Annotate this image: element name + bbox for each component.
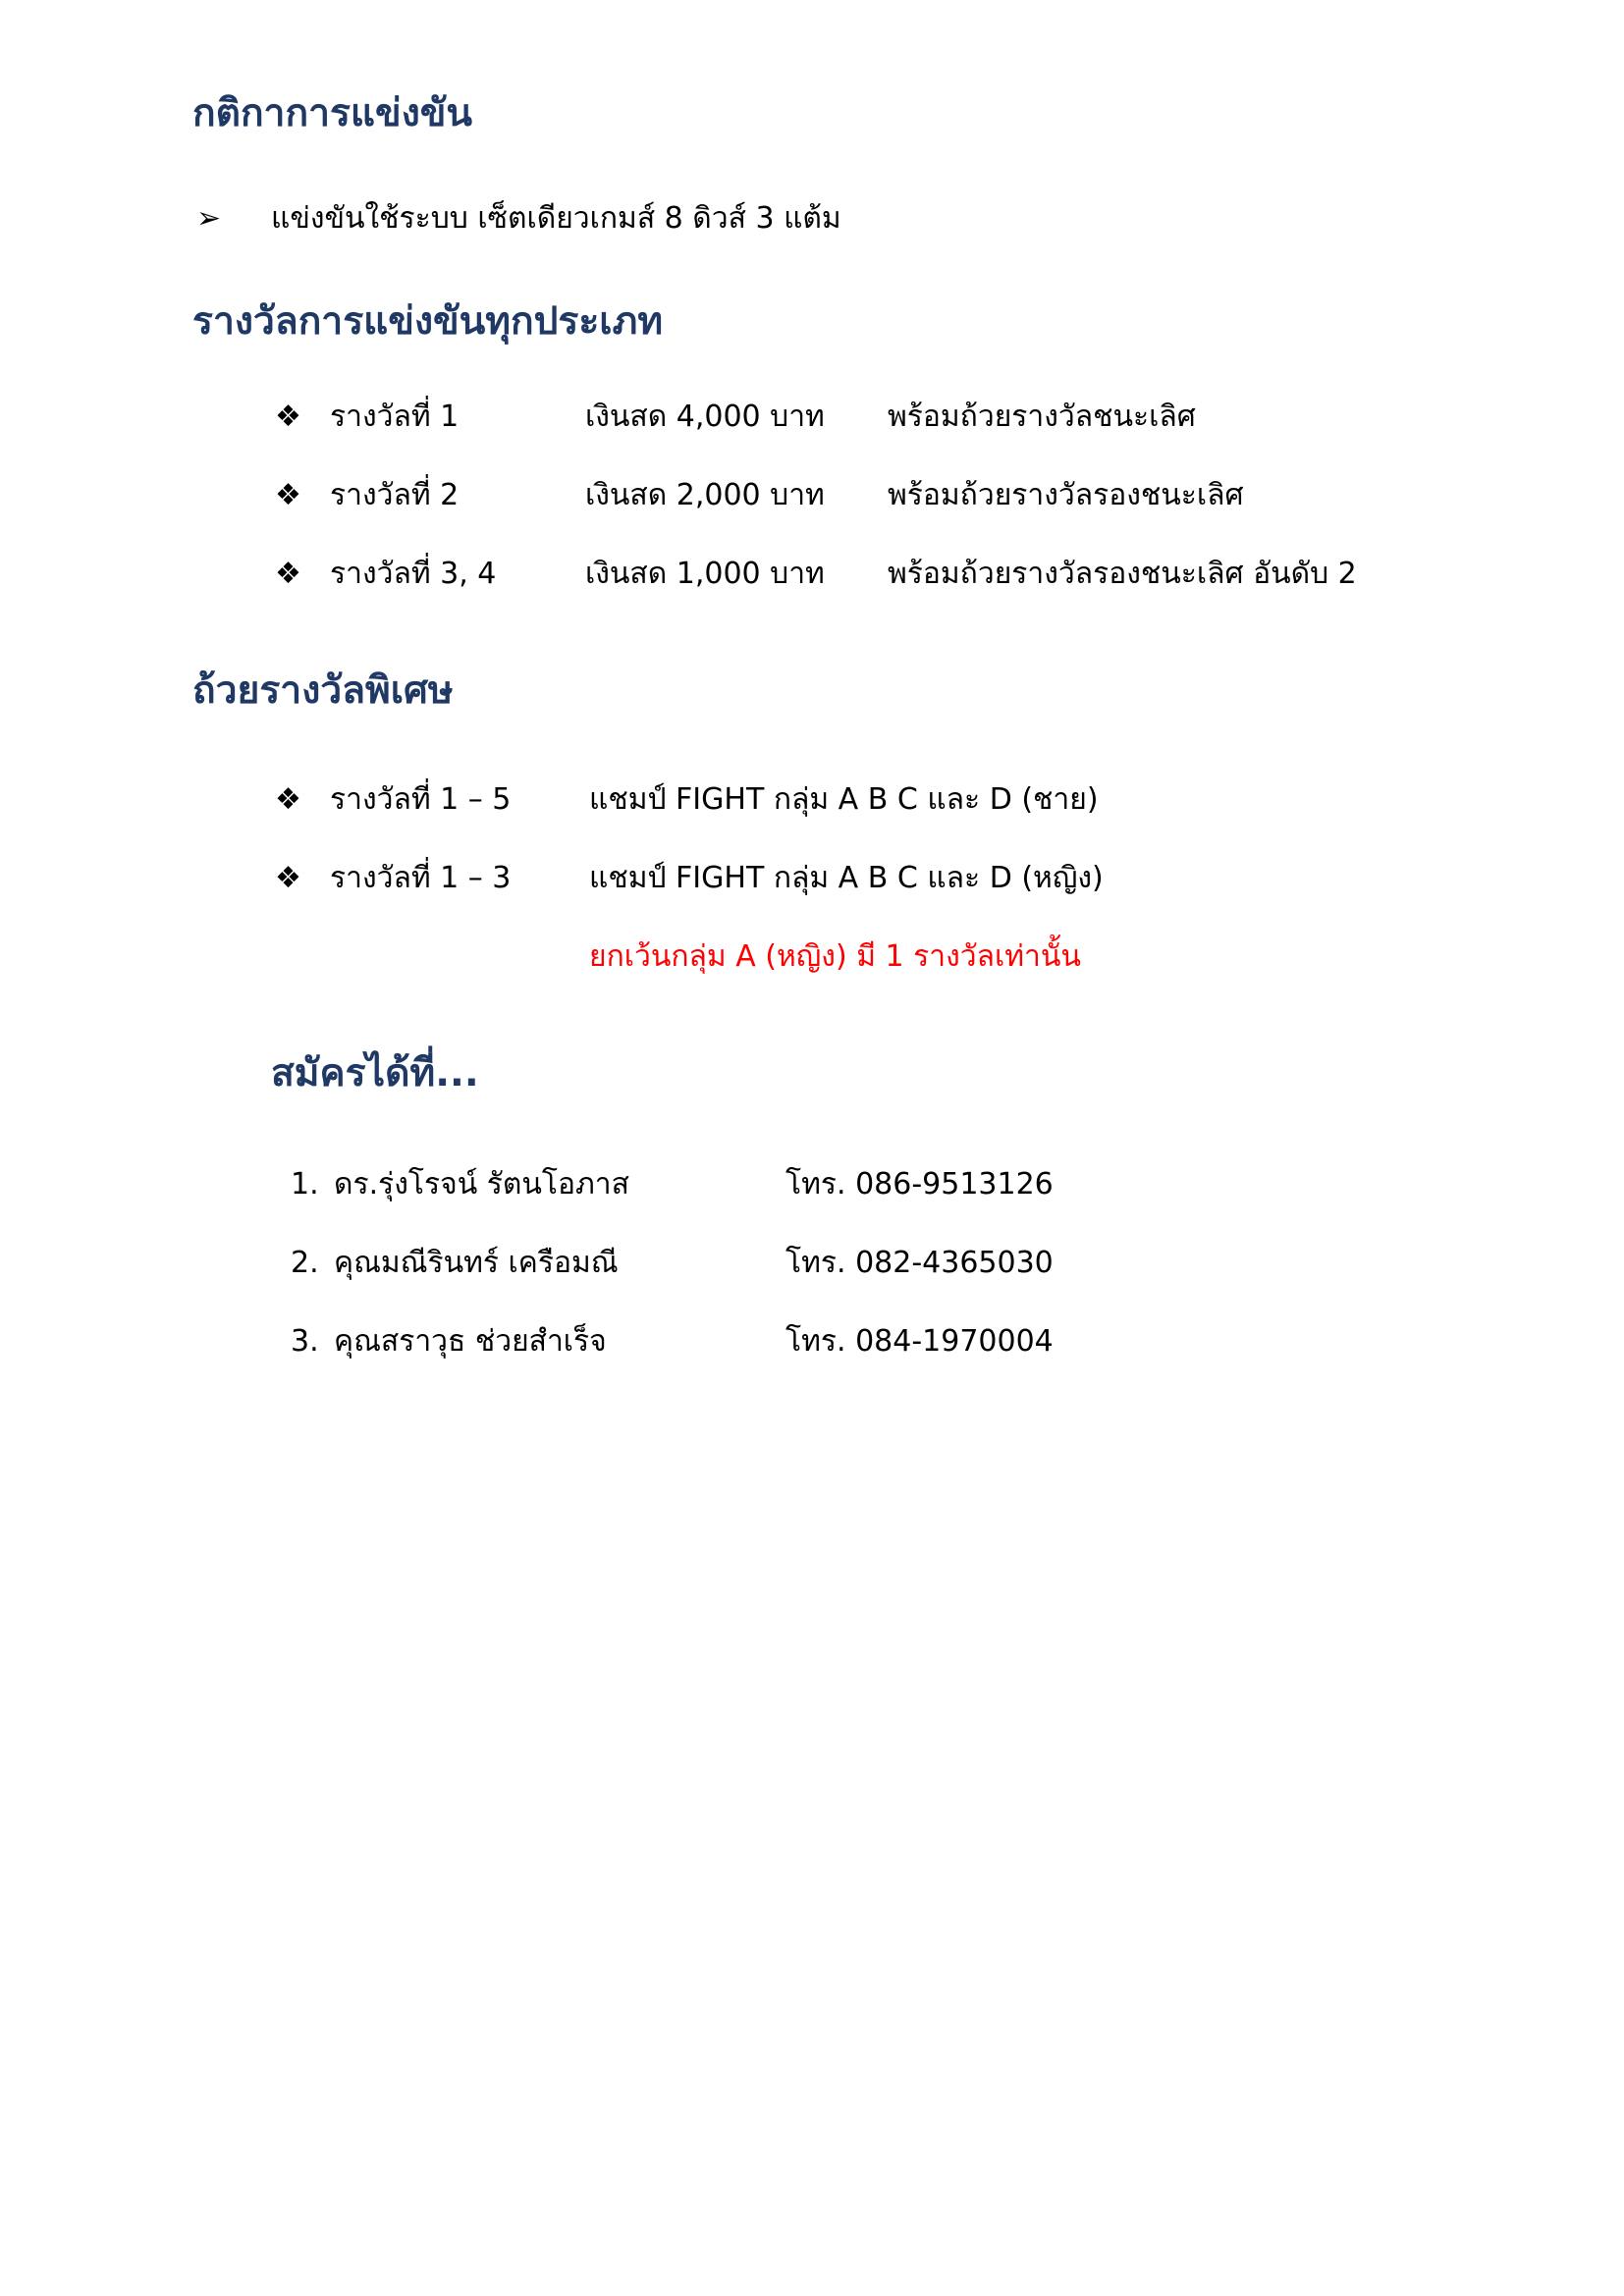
prize-trophy: พร้อมถ้วยรางวัลรองชนะเลิศ อันดับ 2 (888, 557, 1357, 591)
special-note: ยกเว้นกลุ่ม A (หญิง) มี 1 รางวัลเท่านั้น (589, 939, 1081, 974)
contact-name: คุณมณีรินทร์ เครือมณี (334, 1246, 619, 1280)
prize-trophy: พร้อมถ้วยรางวัลรองชนะเลิศ (888, 478, 1244, 512)
rules-text: แข่งขันใช้ระบบ เซ็ตเดียวเกมส์ 8 ดิวส์ 3 แต้ม (271, 201, 841, 236)
prize-trophy: พร้อมถ้วยรางวัลชนะเลิศ (888, 400, 1196, 434)
arrow-bullet-icon: ➢ (196, 201, 222, 236)
contact-phone: โทร. 082-4365030 (785, 1246, 1054, 1280)
special-heading: ถ้วยรางวัลพิเศษ (192, 668, 454, 713)
diamond-bullet-icon: ❖ (275, 478, 301, 512)
prize-cash: เงินสด 2,000 บาท (585, 478, 825, 512)
prizes-heading: รางวัลการแข่งขันทุกประเภท (192, 299, 664, 344)
contact-phone: โทร. 084-1970004 (785, 1324, 1054, 1359)
contact-number: 1. (291, 1167, 319, 1201)
special-detail: แชมป์ FIGHT กลุ่ม A B C และ D (ชาย) (589, 782, 1099, 817)
prize-cash: เงินสด 4,000 บาท (585, 400, 825, 434)
diamond-bullet-icon: ❖ (275, 557, 301, 591)
register-heading: สมัครได้ที่... (271, 1051, 479, 1095)
contact-name: คุณสราวุธ ช่วยสำเร็จ (334, 1324, 607, 1359)
special-detail: แชมป์ FIGHT กลุ่ม A B C และ D (หญิง) (589, 861, 1104, 895)
prize-cash: เงินสด 1,000 บาท (585, 557, 825, 591)
special-label: รางวัลที่ 1 – 3 (330, 861, 512, 895)
prize-label: รางวัลที่ 3, 4 (330, 557, 497, 591)
diamond-bullet-icon: ❖ (275, 400, 301, 434)
rules-heading: กติกาการแข่งขัน (192, 91, 473, 135)
contact-name: ดร.รุ่งโรจน์ รัตนโอภาส (334, 1167, 629, 1201)
diamond-bullet-icon: ❖ (275, 782, 301, 817)
special-label: รางวัลที่ 1 – 5 (330, 782, 512, 817)
contact-number: 3. (291, 1324, 319, 1359)
diamond-bullet-icon: ❖ (275, 861, 301, 895)
contact-number: 2. (291, 1246, 319, 1280)
prize-label: รางวัลที่ 2 (330, 478, 460, 512)
contact-phone: โทร. 086-9513126 (785, 1167, 1054, 1201)
prize-label: รางวัลที่ 1 (330, 400, 460, 434)
